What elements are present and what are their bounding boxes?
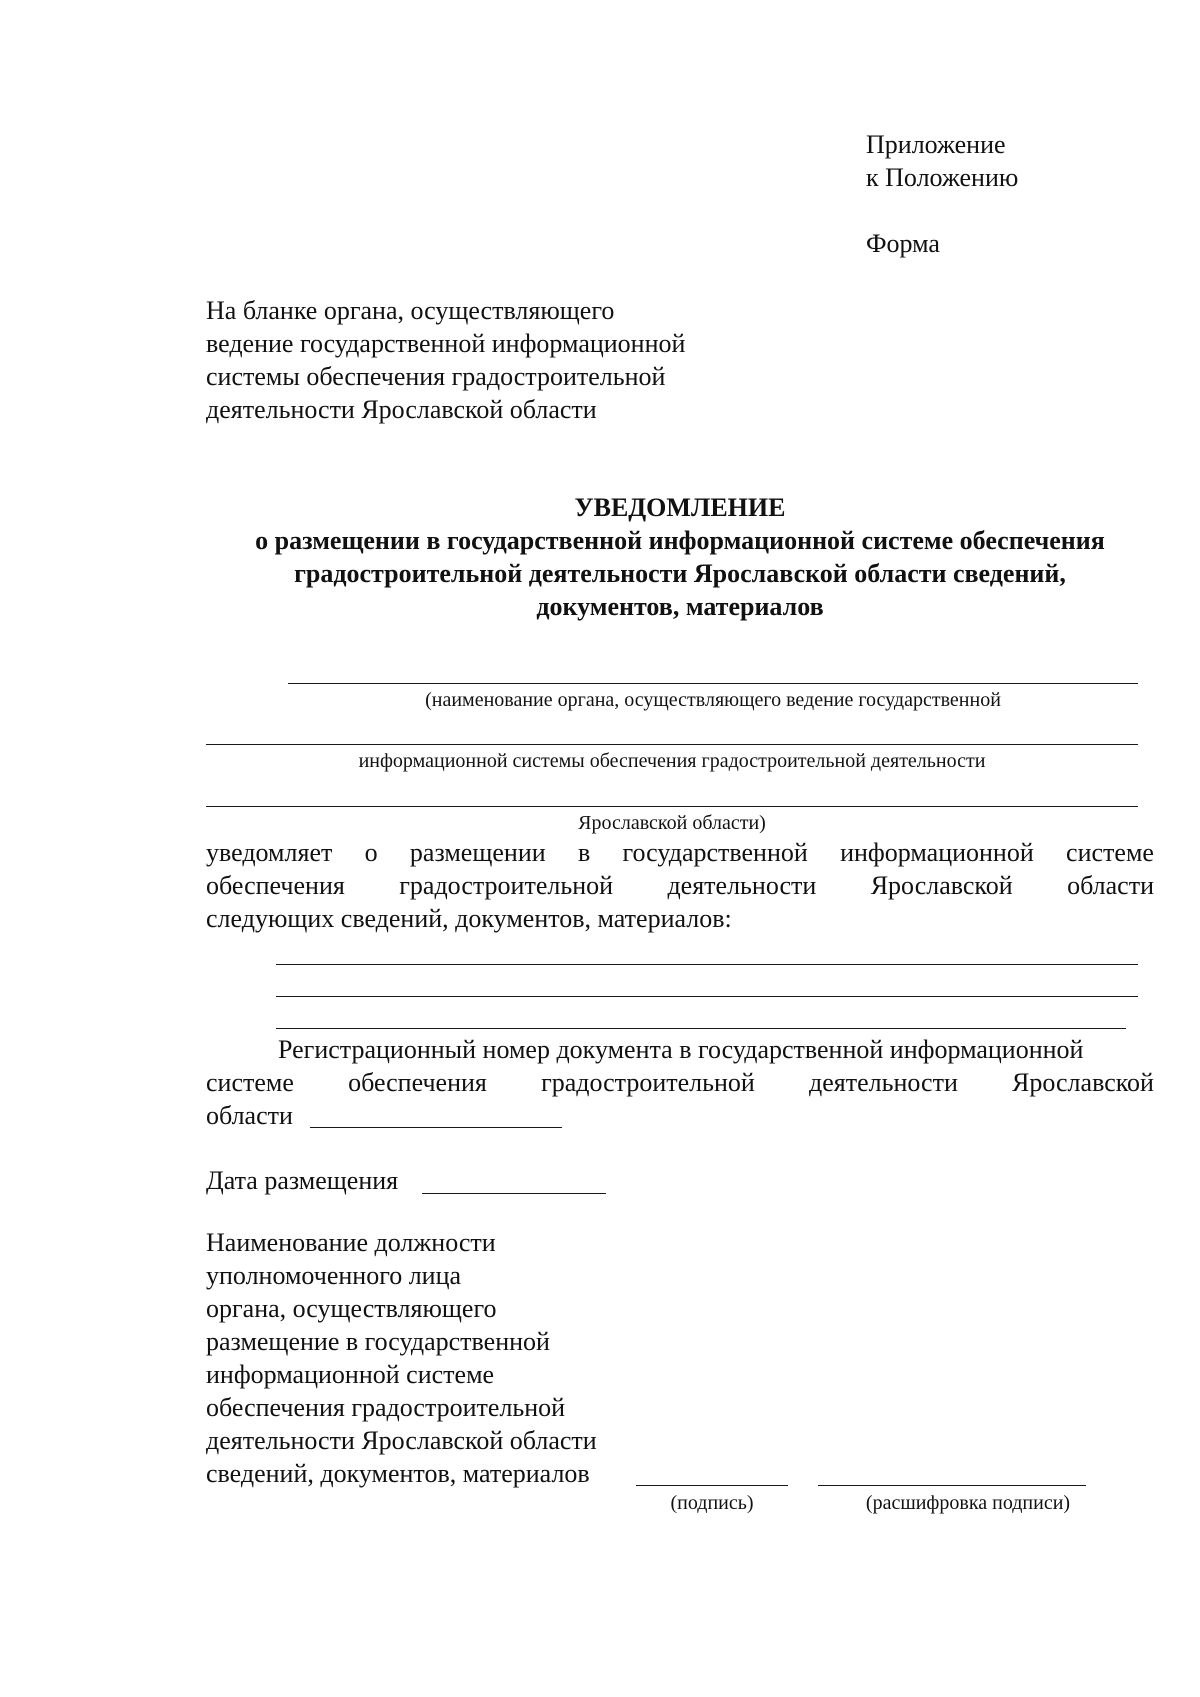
- notice-word: размещении: [409, 838, 546, 867]
- notice-text-line: [206, 869, 1154, 902]
- decoding-caption: (расшифровка подписи): [865, 1492, 1071, 1514]
- registration-word: системе: [206, 1068, 294, 1097]
- registration-word: Ярославской: [1012, 1068, 1154, 1097]
- letterhead-line: деятельности Ярославской области: [206, 395, 597, 424]
- organ-caption-line: Ярославской области): [578, 812, 766, 834]
- document-subtitle-line: градостроительной деятельности Ярославской области сведений,: [294, 559, 1066, 588]
- signature-caption: (подпись): [670, 1492, 754, 1514]
- official-title-line: деятельности Ярославской области: [206, 1426, 597, 1455]
- date-label: Дата размещения: [206, 1166, 399, 1195]
- signature-decoding-blank: [818, 1485, 1086, 1486]
- registration-text-line: Регистрационный номер документа в государственной информационной: [278, 1035, 1084, 1064]
- documents-blank-line: [276, 964, 1138, 965]
- official-title-line: органа, осуществляющего: [206, 1294, 497, 1323]
- notice-word: деятельности: [667, 871, 817, 900]
- form-label: Форма: [866, 229, 940, 258]
- notice-word: области: [1067, 871, 1154, 900]
- notice-word: обеспечения: [206, 871, 345, 900]
- notice-word: информационной: [840, 838, 1034, 867]
- organ-name-blank-line: [206, 806, 1138, 807]
- document-subtitle-line: о размещении в государственной информационной системе обеспечения: [255, 526, 1105, 555]
- organ-caption-line: (наименование органа, осуществляющего ведение государственной: [425, 689, 1001, 711]
- letterhead-line: На бланке органа, осуществляющего: [206, 296, 615, 325]
- documents-blank-line: [276, 996, 1138, 997]
- notice-word: Ярославской: [870, 871, 1013, 900]
- documents-blank-line: [276, 1028, 1126, 1029]
- registration-word: деятельности: [809, 1068, 958, 1097]
- notice-text-line: [206, 836, 1154, 869]
- document-subtitle-line: документов, материалов: [536, 592, 824, 621]
- notice-word: градостроительной: [399, 871, 614, 900]
- organ-name-blank-line: [288, 683, 1138, 684]
- letterhead-line: ведение государственной информационной: [206, 329, 686, 358]
- date-blank: [422, 1193, 606, 1194]
- appendix-reference: к Положению: [866, 163, 1019, 192]
- organ-caption-line: информационной системы обеспечения градостроительной деятельности: [358, 750, 986, 772]
- registration-word: обеспечения: [348, 1068, 487, 1097]
- notice-word: системе: [1066, 838, 1154, 867]
- registration-text-line: области: [206, 1101, 293, 1130]
- registration-text-line: [206, 1066, 1154, 1099]
- letterhead-line: системы обеспечения градостроительной: [206, 362, 666, 391]
- notice-word: государственной: [622, 838, 808, 867]
- official-title-line: размещение в государственной: [206, 1327, 550, 1356]
- official-title-line: обеспечения градостроительной: [206, 1393, 566, 1422]
- notice-word: в: [577, 838, 591, 867]
- notice-word: уведомляет: [206, 838, 333, 867]
- registration-word: градостроительной: [541, 1068, 755, 1097]
- official-title-line: уполномоченного лица: [206, 1261, 462, 1290]
- organ-name-blank-line: [206, 744, 1138, 745]
- official-title-line: сведений, документов, материалов: [206, 1459, 590, 1488]
- document-title: УВЕДОМЛЕНИЕ: [574, 493, 786, 522]
- appendix-title: Приложение: [866, 130, 1006, 159]
- notice-text-line: следующих сведений, документов, материалов:: [206, 904, 732, 933]
- registration-number-blank: [310, 1127, 562, 1128]
- official-title-line: информационной системе: [206, 1360, 495, 1389]
- notice-word: о: [364, 838, 378, 867]
- signature-blank: [636, 1485, 788, 1486]
- official-title-line: Наименование должности: [206, 1228, 496, 1257]
